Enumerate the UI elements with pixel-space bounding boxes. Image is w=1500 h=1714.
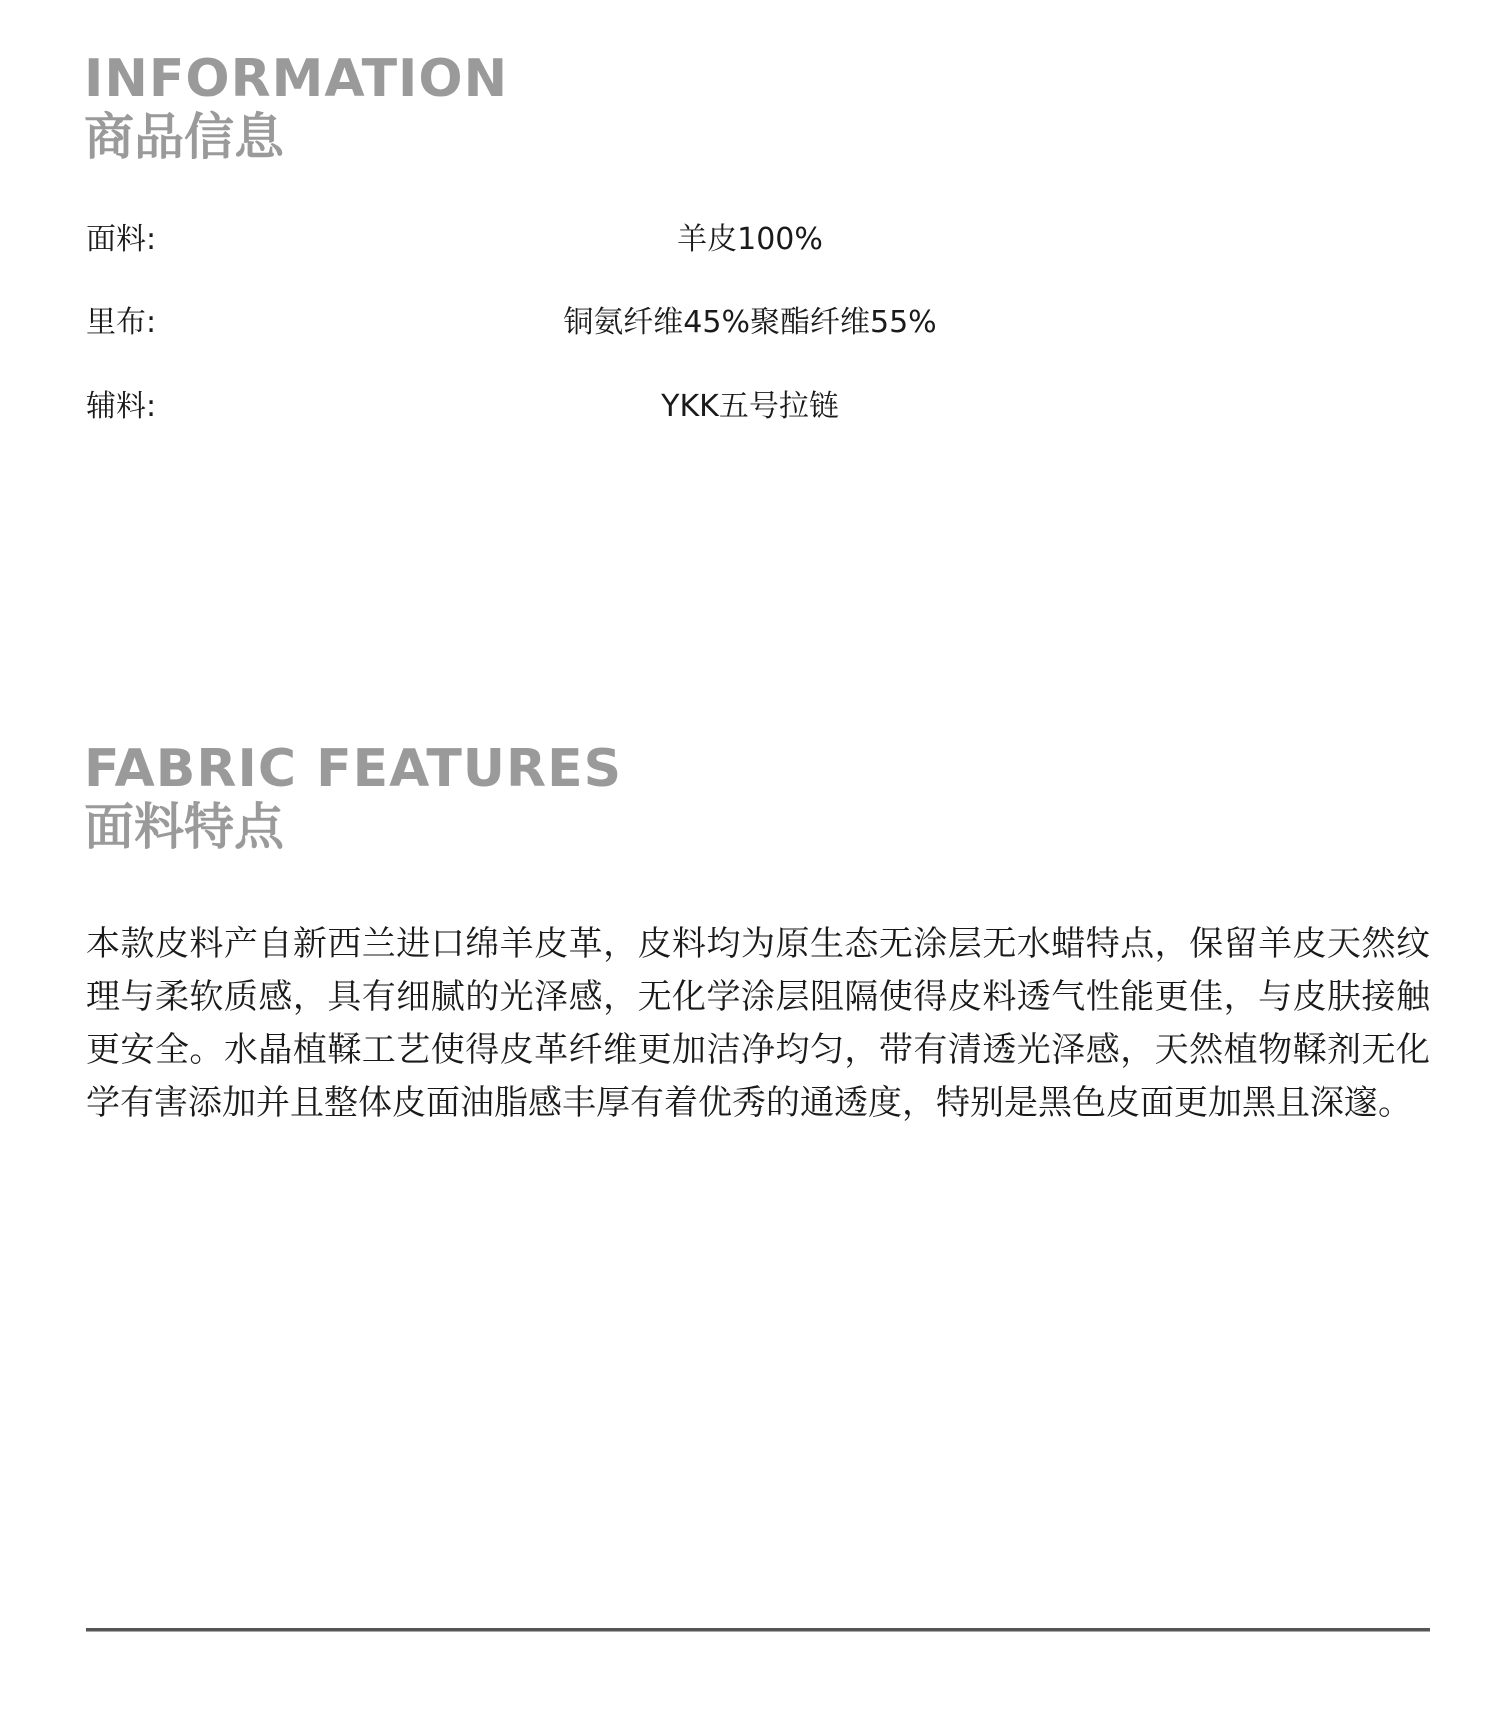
info-row-fabric [86,220,1414,260]
fabric-features-heading [84,740,622,856]
information-title-en: INFORMATION [84,49,509,109]
info-label-fabric: 面料: [86,222,157,257]
fabric-features-title-en: FABRIC FEATURES [84,739,623,799]
info-row-lining [86,303,1414,343]
bottom-divider [86,1628,1430,1632]
information-title-cn: 商品信息 [84,108,284,166]
info-label-accessory: 辅料: [86,389,157,424]
info-label-lining: 里布: [86,305,157,340]
fabric-features-description: 本款皮料产自新西兰进口绵羊皮革，皮料均为原生态无涂层无水蜡特点，保留羊皮天然纹理与柔软质感，具有细腻的光泽感，无化学涂层阻隔使得皮料透气性能更佳，与皮肤接触更安全。水晶植鞣工艺使得皮革纤维更加洁净均匀，带有清透光泽感，天然植物鞣剂无化学有害添加并且整体皮面油脂感丰厚有着优秀的通透度，特别是黑色皮面更加黑且深邃。 [86,924,1430,1123]
info-value-accessory: YKK五号拉链 [661,389,839,424]
information-heading [84,50,508,166]
info-row-accessory [86,387,1414,427]
info-value-fabric: 羊皮100% [677,222,823,257]
fabric-features-title-cn: 面料特点 [84,798,284,856]
info-value-lining: 铜氨纤维45%聚酯纤维55% [563,305,937,340]
